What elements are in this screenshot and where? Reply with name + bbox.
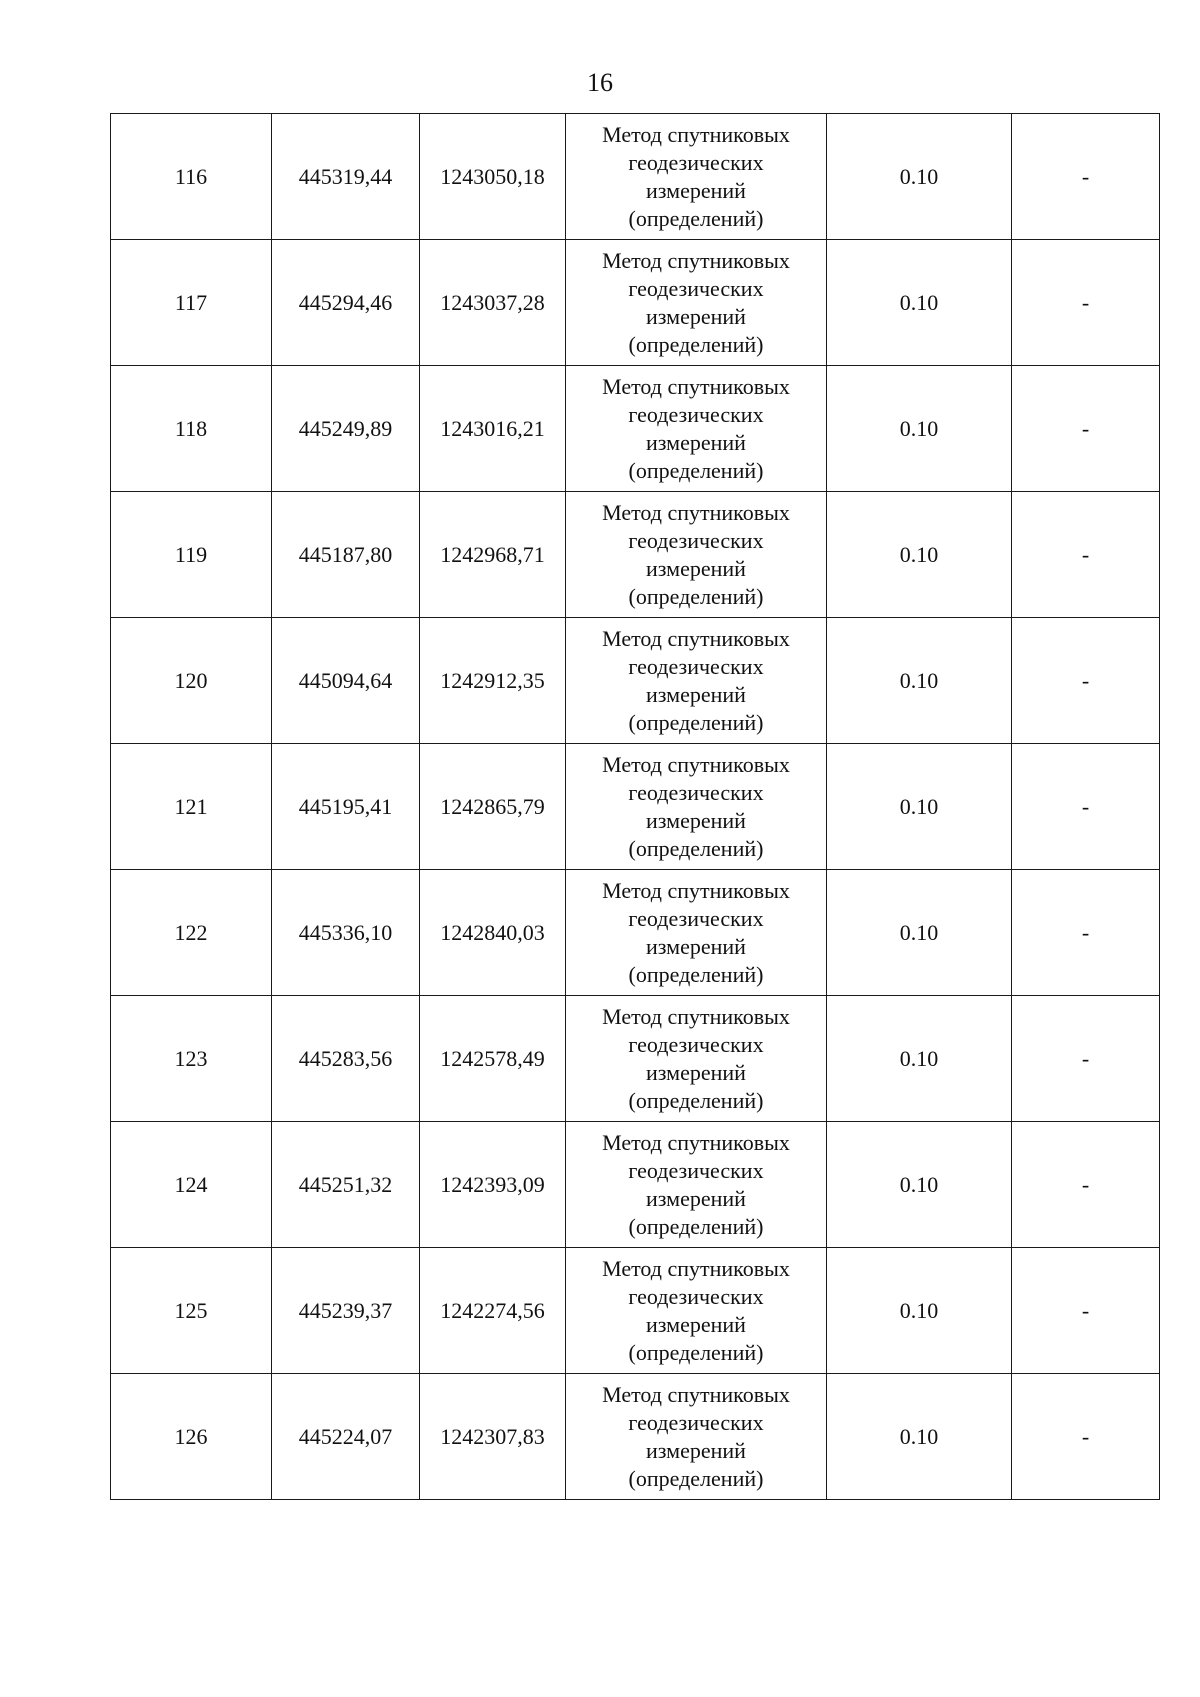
- x-coordinate-cell: 445187,80: [272, 492, 420, 618]
- y-coordinate-cell: 1242912,35: [420, 618, 566, 744]
- y-coordinate-cell: 1242968,71: [420, 492, 566, 618]
- x-coordinate-cell: 445094,64: [272, 618, 420, 744]
- method-line: (определений): [628, 457, 764, 483]
- note-cell: -: [1012, 1248, 1160, 1374]
- coordinates-table: [110, 113, 1160, 1500]
- method-line: Метод спутниковых: [602, 499, 790, 525]
- table-row: [111, 492, 1160, 618]
- accuracy-cell: 0.10: [827, 1122, 1012, 1248]
- method-line: (определений): [628, 835, 764, 861]
- point-number-cell: 125: [111, 1248, 272, 1374]
- y-coordinate-cell: 1242840,03: [420, 870, 566, 996]
- y-coordinate-cell: 1242578,49: [420, 996, 566, 1122]
- method-line: Метод спутниковых: [602, 1003, 790, 1029]
- method-line: геодезических: [628, 1157, 764, 1183]
- method-line: измерений: [646, 303, 746, 329]
- point-number-cell: 126: [111, 1374, 272, 1500]
- method-line: (определений): [628, 1465, 764, 1491]
- method-line: (определений): [628, 709, 764, 735]
- x-coordinate-cell: 445239,37: [272, 1248, 420, 1374]
- accuracy-cell: 0.10: [827, 1374, 1012, 1500]
- y-coordinate-cell: 1243037,28: [420, 240, 566, 366]
- accuracy-cell: 0.10: [827, 744, 1012, 870]
- point-number-cell: 121: [111, 744, 272, 870]
- point-number-cell: 116: [111, 114, 272, 240]
- note-cell: -: [1012, 1122, 1160, 1248]
- method-line: (определений): [628, 205, 764, 231]
- method-cell: [566, 870, 827, 996]
- x-coordinate-cell: 445224,07: [272, 1374, 420, 1500]
- method-line: измерений: [646, 1437, 746, 1463]
- note-cell: -: [1012, 114, 1160, 240]
- point-number-cell: 124: [111, 1122, 272, 1248]
- accuracy-cell: 0.10: [827, 618, 1012, 744]
- table-body: [111, 114, 1160, 1500]
- method-line: (определений): [628, 331, 764, 357]
- method-cell: [566, 366, 827, 492]
- table-row: [111, 1374, 1160, 1500]
- x-coordinate-cell: 445283,56: [272, 996, 420, 1122]
- method-cell: [566, 1122, 827, 1248]
- method-cell: [566, 492, 827, 618]
- method-line: (определений): [628, 1087, 764, 1113]
- method-line: измерений: [646, 555, 746, 581]
- point-number-cell: 120: [111, 618, 272, 744]
- method-line: Метод спутниковых: [602, 1129, 790, 1155]
- accuracy-cell: 0.10: [827, 114, 1012, 240]
- method-cell: [566, 240, 827, 366]
- method-line: измерений: [646, 1059, 746, 1085]
- method-line: измерений: [646, 1311, 746, 1337]
- accuracy-cell: 0.10: [827, 1248, 1012, 1374]
- x-coordinate-cell: 445319,44: [272, 114, 420, 240]
- method-line: геодезических: [628, 905, 764, 931]
- table-row: [111, 996, 1160, 1122]
- method-line: геодезических: [628, 1031, 764, 1057]
- method-line: Метод спутниковых: [602, 247, 790, 273]
- method-line: Метод спутниковых: [602, 1381, 790, 1407]
- method-line: Метод спутниковых: [602, 121, 790, 147]
- method-line: геодезических: [628, 527, 764, 553]
- method-line: Метод спутниковых: [602, 373, 790, 399]
- method-line: (определений): [628, 583, 764, 609]
- method-line: геодезических: [628, 275, 764, 301]
- method-line: геодезических: [628, 1283, 764, 1309]
- accuracy-cell: 0.10: [827, 870, 1012, 996]
- x-coordinate-cell: 445336,10: [272, 870, 420, 996]
- method-line: измерений: [646, 807, 746, 833]
- y-coordinate-cell: 1242865,79: [420, 744, 566, 870]
- method-line: измерений: [646, 933, 746, 959]
- note-cell: -: [1012, 618, 1160, 744]
- point-number-cell: 122: [111, 870, 272, 996]
- y-coordinate-cell: 1243050,18: [420, 114, 566, 240]
- method-cell: [566, 744, 827, 870]
- note-cell: -: [1012, 240, 1160, 366]
- y-coordinate-cell: 1242274,56: [420, 1248, 566, 1374]
- method-line: измерений: [646, 681, 746, 707]
- point-number-cell: 123: [111, 996, 272, 1122]
- method-line: геодезических: [628, 653, 764, 679]
- table-row: [111, 870, 1160, 996]
- y-coordinate-cell: 1242393,09: [420, 1122, 566, 1248]
- method-line: (определений): [628, 1213, 764, 1239]
- method-line: геодезических: [628, 149, 764, 175]
- x-coordinate-cell: 445249,89: [272, 366, 420, 492]
- method-line: геодезических: [628, 1409, 764, 1435]
- method-line: Метод спутниковых: [602, 877, 790, 903]
- note-cell: -: [1012, 744, 1160, 870]
- method-cell: [566, 1248, 827, 1374]
- note-cell: -: [1012, 996, 1160, 1122]
- note-cell: -: [1012, 1374, 1160, 1500]
- x-coordinate-cell: 445251,32: [272, 1122, 420, 1248]
- y-coordinate-cell: 1242307,83: [420, 1374, 566, 1500]
- point-number-cell: 118: [111, 366, 272, 492]
- table-row: [111, 366, 1160, 492]
- method-line: (определений): [628, 1339, 764, 1365]
- method-line: Метод спутниковых: [602, 751, 790, 777]
- method-line: Метод спутниковых: [602, 625, 790, 651]
- point-number-cell: 119: [111, 492, 272, 618]
- method-line: измерений: [646, 1185, 746, 1211]
- method-cell: [566, 1374, 827, 1500]
- note-cell: -: [1012, 366, 1160, 492]
- method-line: Метод спутниковых: [602, 1255, 790, 1281]
- method-cell: [566, 618, 827, 744]
- point-number-cell: 117: [111, 240, 272, 366]
- table-row: [111, 114, 1160, 240]
- table-row: [111, 744, 1160, 870]
- method-line: измерений: [646, 429, 746, 455]
- table-row: [111, 240, 1160, 366]
- accuracy-cell: 0.10: [827, 996, 1012, 1122]
- page-number: 16: [587, 68, 613, 97]
- accuracy-cell: 0.10: [827, 492, 1012, 618]
- method-line: (определений): [628, 961, 764, 987]
- accuracy-cell: 0.10: [827, 366, 1012, 492]
- x-coordinate-cell: 445195,41: [272, 744, 420, 870]
- table-row: [111, 1122, 1160, 1248]
- table-row: [111, 1248, 1160, 1374]
- table-row: [111, 618, 1160, 744]
- method-cell: [566, 996, 827, 1122]
- note-cell: -: [1012, 870, 1160, 996]
- x-coordinate-cell: 445294,46: [272, 240, 420, 366]
- method-line: геодезических: [628, 779, 764, 805]
- method-line: геодезических: [628, 401, 764, 427]
- y-coordinate-cell: 1243016,21: [420, 366, 566, 492]
- method-cell: [566, 114, 827, 240]
- note-cell: -: [1012, 492, 1160, 618]
- method-line: измерений: [646, 177, 746, 203]
- accuracy-cell: 0.10: [827, 240, 1012, 366]
